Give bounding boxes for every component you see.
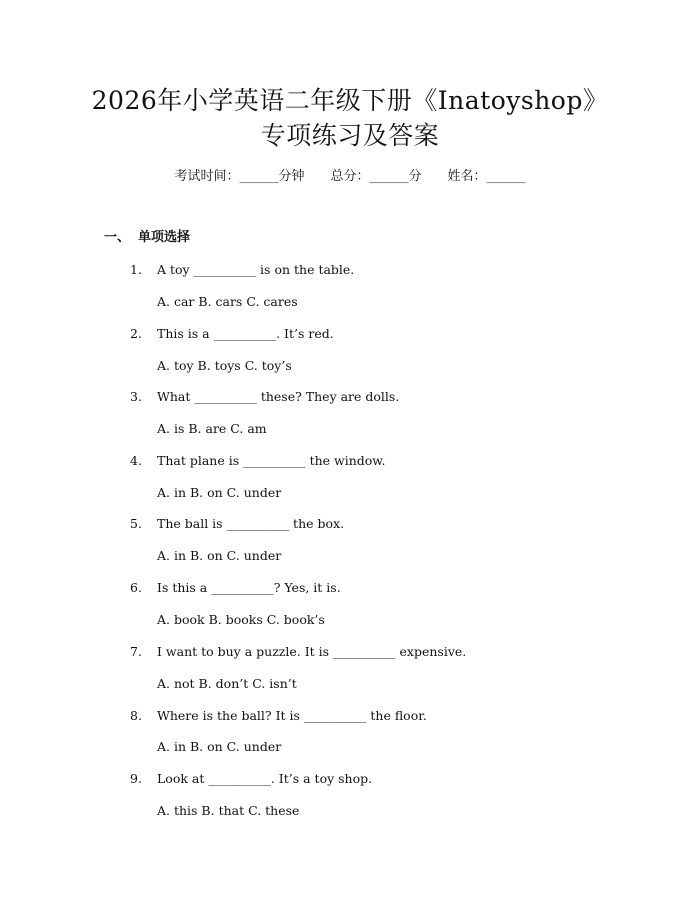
question-options: A. book B. books C. book’s (157, 612, 325, 627)
question-options: A. this B. that C. these (157, 803, 300, 818)
question-item (130, 770, 372, 788)
question-options: A. is B. are C. am (157, 421, 267, 436)
question-item (130, 579, 341, 597)
question-number: 3. (130, 389, 142, 404)
question-text: I want to buy a puzzle. It is __________ expensive. (157, 644, 467, 659)
question-text: That plane is __________ the window. (157, 453, 386, 468)
section-number: 一、 (104, 230, 131, 245)
question-item (130, 452, 385, 470)
document-title-line-1: 2026年小学英语二年级下册《Inatoyshop》 (91, 86, 609, 115)
question-item (130, 643, 466, 661)
question-options: A. in B. on C. under (157, 485, 282, 500)
question-item (130, 388, 399, 406)
question-text: Look at __________. It’s a toy shop. (157, 771, 373, 786)
question-number: 8. (130, 708, 142, 723)
exam-score-field: 总分：______分 (330, 169, 422, 184)
question-number: 9. (130, 771, 142, 786)
section-heading (104, 229, 190, 247)
question-text: What __________ these? They are dolls. (157, 389, 400, 404)
question-text: This is a __________. It’s red. (157, 326, 334, 341)
document-title-line-2: 专项练习及答案 (260, 121, 440, 150)
question-item (130, 261, 354, 279)
question-text: The ball is __________ the box. (157, 516, 345, 531)
section-title: 单项选择 (138, 230, 191, 245)
exam-time-field: 考试时间：______分钟 (174, 169, 305, 184)
question-item (130, 515, 344, 533)
question-options: A. toy B. toys C. toy’s (157, 358, 292, 373)
question-number: 1. (130, 262, 142, 277)
question-text: Where is the ball? It is __________ the floor. (157, 708, 427, 723)
question-options: A. not B. don’t C. isn’t (157, 676, 297, 691)
question-number: 7. (130, 644, 142, 659)
question-number: 6. (130, 580, 142, 595)
exam-info (0, 168, 700, 186)
question-options: A. in B. on C. under (157, 739, 282, 754)
question-options: A. in B. on C. under (157, 548, 282, 563)
question-item (130, 707, 427, 725)
question-number: 5. (130, 516, 142, 531)
question-options: A. car B. cars C. cares (157, 294, 298, 309)
question-text: Is this a __________? Yes, it is. (157, 580, 341, 595)
question-text: A toy __________ is on the table. (157, 262, 355, 277)
question-item (130, 325, 334, 343)
question-number: 4. (130, 453, 142, 468)
exam-name-field: 姓名：______ (447, 169, 526, 184)
question-number: 2. (130, 326, 142, 341)
